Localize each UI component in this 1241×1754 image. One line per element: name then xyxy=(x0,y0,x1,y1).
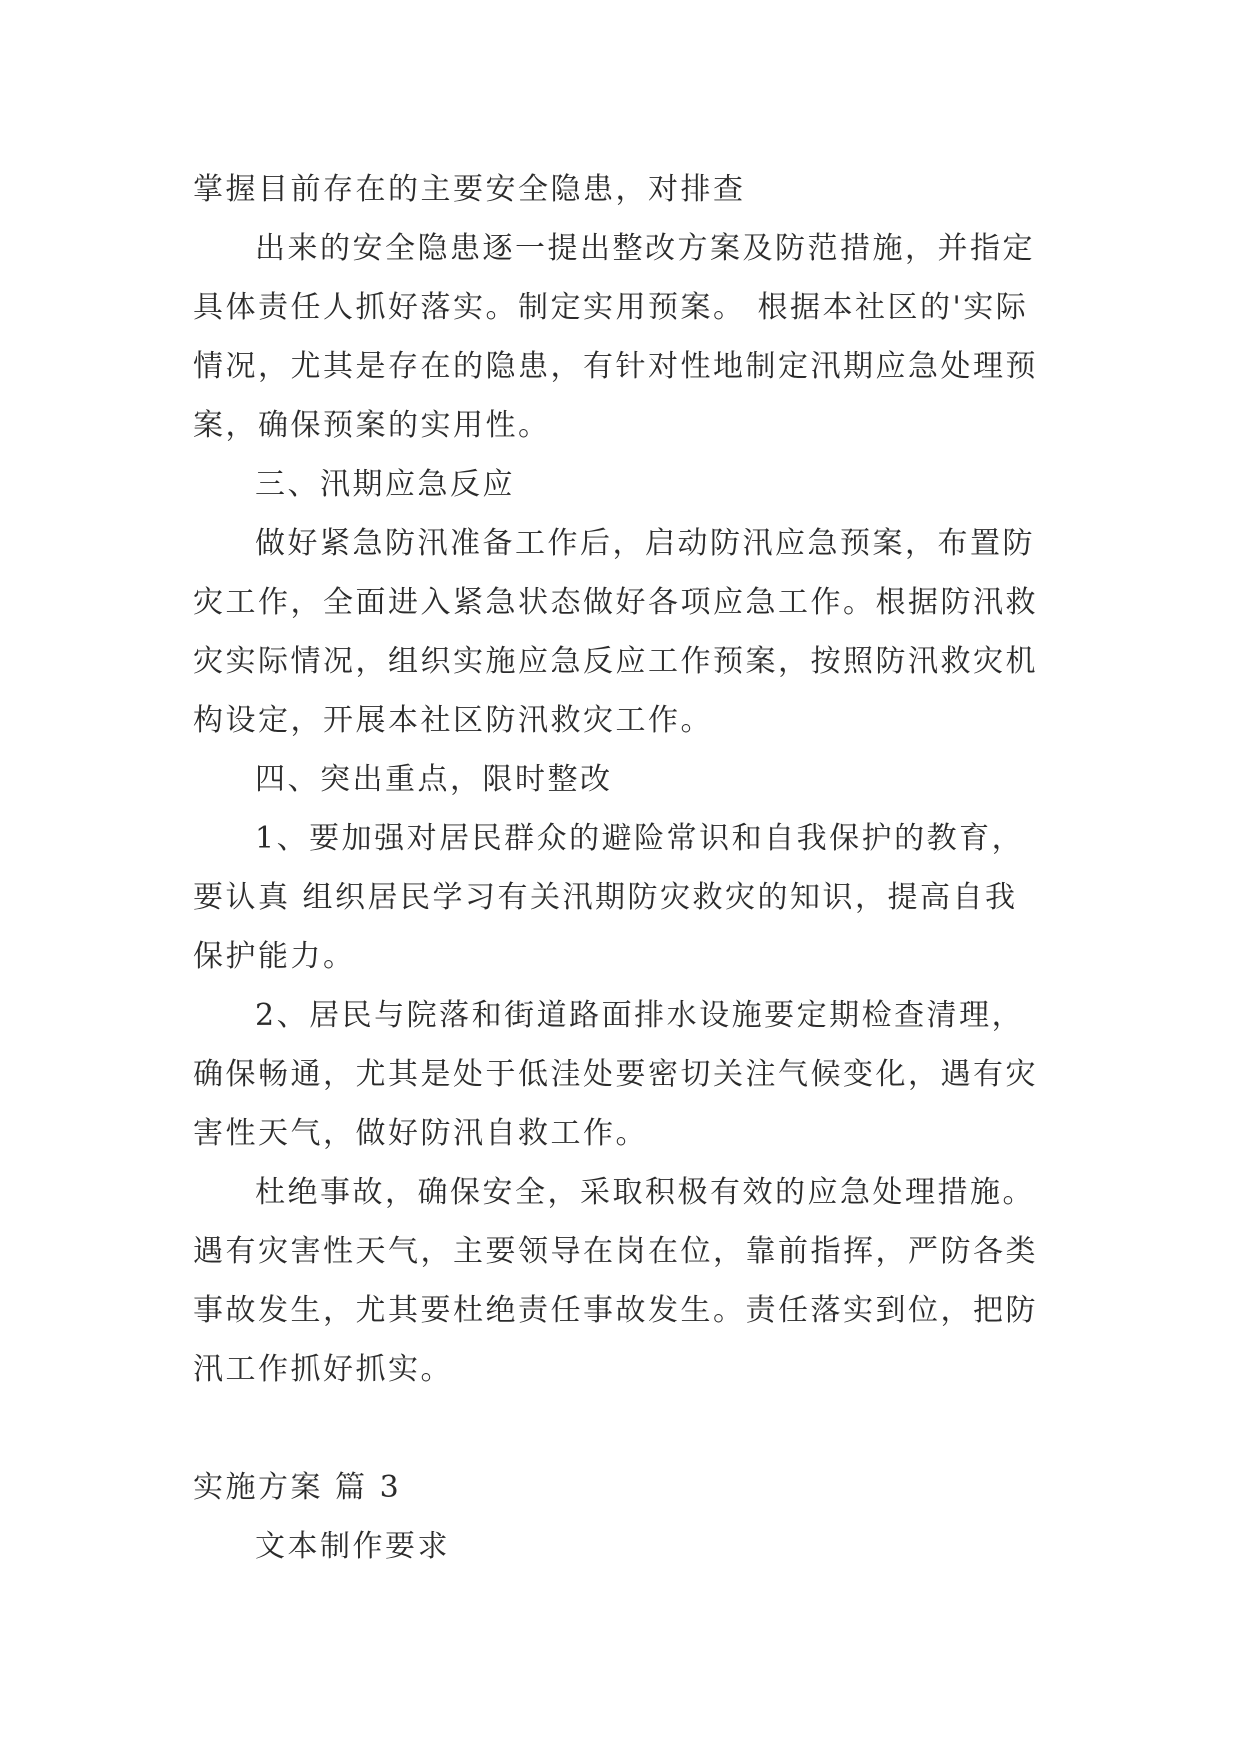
text-line: 情况，尤其是存在的隐患，有针对性地制定汛期应急处理预 xyxy=(193,349,1038,384)
text-line: 掌握目前存在的主要安全隐患，对排查 xyxy=(193,172,746,207)
text-line: 构设定，开展本社区防汛救灾工作。 xyxy=(193,703,713,738)
text-line: 做好紧急防汛准备工作后，启动防汛应急预案，布置防 xyxy=(255,526,1035,561)
section-title: 实施方案 篇 3 xyxy=(193,1470,402,1505)
text-line: 事故发生，尤其要杜绝责任事故发生。责任落实到位，把防 xyxy=(193,1293,1038,1328)
text-line: 具体责任人抓好落实。制定实用预案。 根据本社区的'实际 xyxy=(193,290,1029,325)
document-body xyxy=(193,160,1073,1576)
section-heading: 四、突出重点，限时整改 xyxy=(255,762,613,797)
text-line: 案，确保预案的实用性。 xyxy=(193,408,551,443)
text-line: 害性天气，做好防汛自救工作。 xyxy=(193,1116,648,1151)
text-line: 杜绝事故，确保安全，采取积极有效的应急处理措施。 xyxy=(255,1175,1035,1210)
paragraph-gap xyxy=(193,1399,1073,1458)
section-heading: 三、汛期应急反应 xyxy=(255,467,515,502)
text-line: 2、居民与院落和街道路面排水设施要定期检查清理， xyxy=(255,998,1025,1033)
text-line: 汛工作抓好抓实。 xyxy=(193,1352,453,1387)
text-line: 要认真 组织居民学习有关汛期防灾救灾的知识，提高自我 xyxy=(193,880,1018,915)
text-line: 灾实际情况，组织实施应急反应工作预案，按照防汛救灾机 xyxy=(193,644,1038,679)
text-line: 遇有灾害性天气，主要领导在岗在位，靠前指挥，严防各类 xyxy=(193,1234,1038,1269)
text-line: 1、要加强对居民群众的避险常识和自我保护的教育， xyxy=(255,821,1025,856)
text-line: 出来的安全隐患逐一提出整改方案及防范措施，并指定 xyxy=(255,231,1035,266)
text-line: 保护能力。 xyxy=(193,939,356,974)
text-line: 灾工作，全面进入紧急状态做好各项应急工作。根据防汛救 xyxy=(193,585,1038,620)
text-line: 确保畅通，尤其是处于低洼处要密切关注气候变化，遇有灾 xyxy=(193,1057,1038,1092)
section-heading: 文本制作要求 xyxy=(255,1529,450,1564)
